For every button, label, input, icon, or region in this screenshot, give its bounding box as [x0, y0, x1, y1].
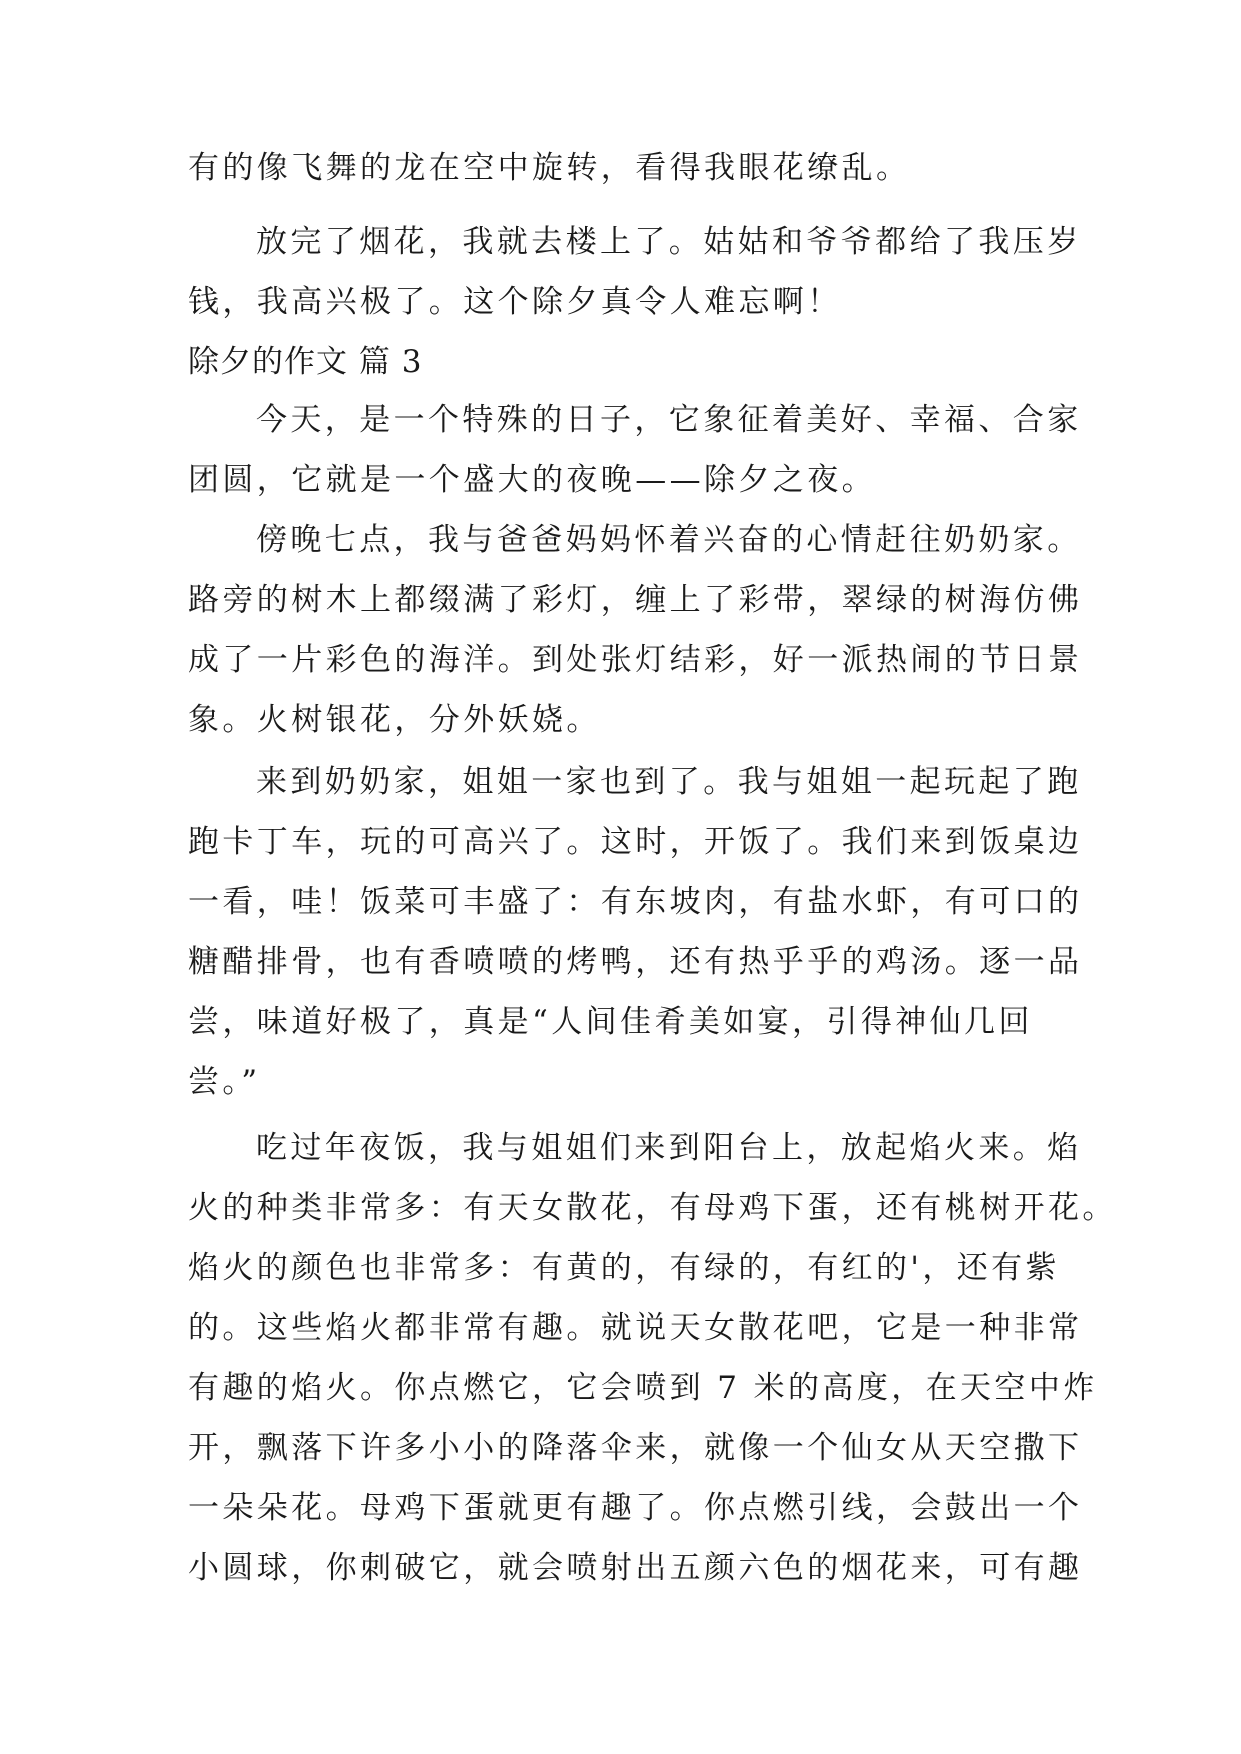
text-line: 钱，我高兴极了。这个除夕真令人难忘啊！ — [188, 284, 842, 320]
text-line: 小圆球，你刺破它，就会喷射出五颜六色的烟花来，可有趣 — [188, 1550, 1083, 1586]
paragraph-start: 放完了烟花，我就去楼上了。姑姑和爷爷都给了我压岁 — [256, 224, 1082, 260]
text-line: 的。这些焰火都非常有趣。就说天女散花吧，它是一种非常 — [188, 1310, 1083, 1346]
paragraph-start: 来到奶奶家，姐姐一家也到了。我与姐姐一起玩起了跑 — [256, 764, 1082, 800]
paragraph-start: 今天，是一个特殊的日子，它象征着美好、幸福、合家 — [256, 402, 1082, 438]
text-line: 一看，哇！饭菜可丰盛了：有东坡肉，有盐水虾，有可口的 — [188, 884, 1083, 920]
text-line: 跑卡丁车，玩的可高兴了。这时，开饭了。我们来到饭桌边 — [188, 824, 1083, 860]
text-line: 有趣的焰火。你点燃它，它会喷到 7 米的高度，在天空中炸 — [188, 1370, 1098, 1406]
paragraph-start: 吃过年夜饭，我与姐姐们来到阳台上，放起焰火来。焰 — [256, 1130, 1082, 1166]
text-line: 尝，味道好极了，真是“人间佳肴美如宴，引得神仙几回 — [188, 1004, 1033, 1040]
section-heading: 除夕的作文 篇 3 — [188, 344, 423, 380]
paragraph-start: 傍晚七点，我与爸爸妈妈怀着兴奋的心情赶往奶奶家。 — [256, 522, 1082, 558]
text-line: 火的种类非常多：有天女散花，有母鸡下蛋，还有桃树开花。 — [188, 1190, 1117, 1226]
text-line: 开，飘落下许多小小的降落伞来，就像一个仙女从天空撒下 — [188, 1430, 1083, 1466]
text-line: 象。火树银花，分外妖娆。 — [188, 702, 601, 738]
text-line: 糖醋排骨，也有香喷喷的烤鸭，还有热乎乎的鸡汤。逐一品 — [188, 944, 1083, 980]
text-line: 有的像飞舞的龙在空中旋转，看得我眼花缭乱。 — [188, 150, 911, 186]
text-line: 团圆，它就是一个盛大的夜晚——除夕之夜。 — [188, 462, 876, 498]
text-line: 焰火的颜色也非常多：有黄的，有绿的，有红的'，还有紫 — [188, 1250, 1060, 1286]
text-line: 尝。” — [188, 1064, 261, 1100]
text-line: 路旁的树木上都缀满了彩灯，缠上了彩带，翠绿的树海仿佛 — [188, 582, 1083, 618]
text-line: 成了一片彩色的海洋。到处张灯结彩，好一派热闹的节日景 — [188, 642, 1083, 678]
text-line: 一朵朵花。母鸡下蛋就更有趣了。你点燃引线，会鼓出一个 — [188, 1490, 1083, 1526]
